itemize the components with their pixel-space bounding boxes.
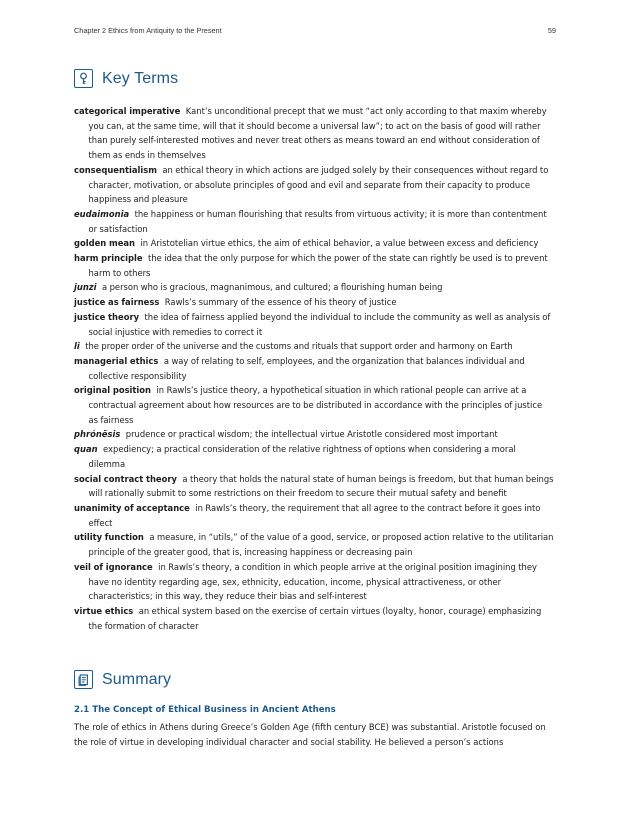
key-icon: [74, 69, 93, 88]
glossary-definition: an ethical system based on the exercise of certain virtues (loyalty, honor, courage) emphasizing the formation of character: [88, 605, 542, 631]
glossary-term: original position: [74, 385, 152, 396]
glossary-term: golden mean: [74, 238, 135, 249]
glossary-entry: [74, 530, 554, 559]
glossary-term: unanimity of acceptance: [74, 502, 190, 513]
glossary-term: veil of ignorance: [74, 561, 153, 572]
glossary-term: justice theory: [74, 311, 140, 322]
glossary-definition: in Aristotelian virtue ethics, the aim of ethical behavior, a value between excess and deficiency: [140, 238, 539, 249]
glossary-definition: prudence or practical wisdom; the intellectual virtue Aristotle considered most important: [125, 429, 498, 440]
glossary-term: junzi: [74, 282, 97, 293]
glossary-entry: [74, 442, 554, 471]
glossary-definition: a measure, in “utils,” of the value of a good, service, or proposed action relative to the utilitarian principle of the greater good, that is, increasing happiness or decreasing pain: [88, 532, 554, 558]
summary-title: Summary: [102, 670, 172, 688]
glossary-entry: [74, 236, 554, 251]
glossary-entry: [74, 604, 554, 633]
summary-subsection-heading: 2.1 The Concept of Ethical Business in Ancient Athens: [74, 705, 336, 715]
glossary-definition: Rawls’s summary of the essence of his theory of justice: [164, 297, 397, 308]
glossary-term: justice as fairness: [74, 297, 160, 308]
glossary-definition: in Rawls’s theory, the requirement that all agree to the contract before it goes into effect: [88, 502, 541, 528]
page-number: 59: [547, 26, 556, 35]
glossary-definition: in Rawls’s justice theory, a hypothetical situation in which rational people can arrive at a contractual agreement about how resources are to be distributed in accordance with the principles of justice as fairness: [88, 385, 543, 425]
glossary-term: phrónēsis: [74, 429, 121, 440]
glossary-entry: [74, 560, 554, 604]
glossary-definition: a way of relating to self, employees, and the organization that balances individual and collective responsibility: [88, 355, 525, 381]
glossary-entry: [74, 163, 554, 207]
glossary-term: li: [74, 341, 80, 352]
glossary-definition: in Rawls’s theory, a condition in which people arrive at the original position imagining they have no identity regarding age, sex, ethnicity, education, income, physical attractiveness, or other characteristics; in this way, they reduce their bias and self-interest: [88, 561, 537, 602]
glossary-definition: expediency; a practical consideration of the relative rightness of options when considering a moral dilemma: [88, 444, 516, 469]
glossary-term: categorical imperative: [74, 106, 181, 116]
glossary-entry: [74, 339, 554, 354]
glossary-term: social contract theory: [74, 473, 177, 484]
glossary-entry: [74, 427, 554, 442]
glossary-entry: [74, 207, 554, 236]
glossary-term: consequentialism: [74, 164, 157, 175]
glossary-definition: an ethical theory in which actions are judged solely by their consequences without regard to character, motivation, or absolute principles of good and evil and separate from their capacity to produce happiness and pleasure: [88, 164, 549, 205]
glossary-entry: [74, 383, 554, 427]
page-header: [74, 26, 556, 35]
glossary-term: utility function: [74, 532, 144, 543]
document-icon: [74, 670, 93, 689]
glossary-entry: [74, 280, 554, 295]
glossary-term: eudaimonia: [74, 208, 130, 219]
chapter-title: Chapter 2 Ethics from Antiquity to the Present: [74, 26, 222, 35]
glossary-definition: the idea that the only purpose for which the power of the state can rightly be used is to prevent harm to others: [88, 253, 548, 278]
glossary-entry: [74, 104, 554, 163]
glossary-definition: Kant’s unconditional precept that we must “act only according to that maxim whereby you can, at the same time, will that it should become a universal law”; to act on the basis of good will rather than purely self-interested motives and never treat others as means toward an end without consideration of them as ends in themselves: [88, 106, 547, 161]
glossary-entry: [74, 251, 554, 280]
glossary-term: harm principle: [74, 253, 143, 264]
key-terms-heading: [74, 69, 178, 88]
glossary-term: quan: [74, 444, 98, 455]
glossary-definition: a person who is gracious, magnanimous, and cultured; a flourishing human being: [102, 282, 443, 293]
glossary-entry: [74, 472, 554, 501]
glossary-entry: [74, 354, 554, 383]
glossary-entry: [74, 295, 554, 310]
summary-paragraph: The role of ethics in Athens during Greece’s Golden Age (fifth century BCE) was substantial. Aristotle focused on the role of virtue in developing individual character and social stability. He believed a person’s actions: [74, 722, 546, 748]
glossary-definition: a theory that holds the natural state of human beings is freedom, but that human beings will rationally submit to some restrictions on their freedom to secure their mutual safety and benefit: [88, 473, 554, 499]
glossary-term: virtue ethics: [74, 605, 134, 616]
glossary-definition: the happiness or human flourishing that results from virtuous activity; it is more than contentment or satisfaction: [88, 208, 547, 234]
glossary-term: managerial ethics: [74, 355, 159, 366]
key-terms-title: Key Terms: [102, 69, 179, 87]
glossary-entry: [74, 501, 554, 530]
summary-heading: [74, 670, 171, 689]
glossary-definition: the idea of fairness applied beyond the individual to include the community as well as analysis of social injustice with remedies to correct it: [88, 311, 551, 337]
key-terms-list: [74, 104, 554, 633]
glossary-definition: the proper order of the universe and the customs and rituals that support order and harmony on Earth: [85, 341, 513, 352]
glossary-entry: [74, 310, 554, 339]
